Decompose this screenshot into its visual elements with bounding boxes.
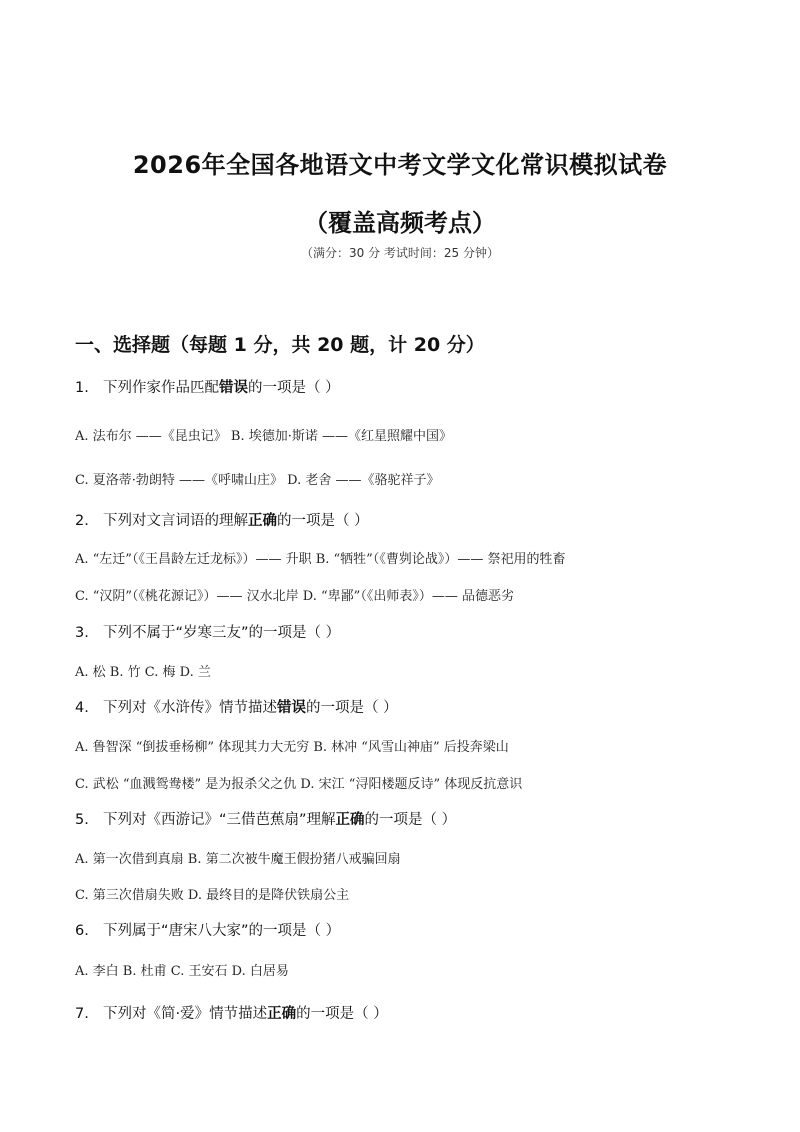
question-tail: 的一项是（ ） xyxy=(306,700,398,716)
question-tail: 的一项是（ ） xyxy=(277,513,369,529)
question-text: 下列对《水浒传》情节描述 xyxy=(103,700,277,716)
question-number: 4. xyxy=(75,700,89,716)
question-number: 1. xyxy=(75,380,89,396)
question-text: 下列属于“唐宋八大家”的一项是（ ） xyxy=(103,923,341,939)
question-7 xyxy=(75,1002,388,1023)
question-5-options-cd: C. 第三次借扇失败 D. 最终目的是降伏铁扇公主 xyxy=(75,888,350,903)
question-text: 下列不属于“岁寒三友”的一项是（ ） xyxy=(103,625,341,641)
question-tail: 的一项是（ ） xyxy=(248,380,340,396)
question-1-options-cd: C. 夏洛蒂·勃朗特 ——《呼啸山庄》 D. 老舍 ——《骆驼祥子》 xyxy=(75,473,440,488)
question-5 xyxy=(75,808,456,829)
question-tail: 的一项是（ ） xyxy=(296,1006,388,1022)
question-1 xyxy=(75,376,340,397)
question-3 xyxy=(75,621,340,642)
question-number: 7. xyxy=(75,1006,89,1022)
question-number: 3. xyxy=(75,625,89,641)
question-number: 2. xyxy=(75,513,89,529)
question-text: 下列作家作品匹配 xyxy=(103,380,219,396)
question-tail: 的一项是（ ） xyxy=(364,812,457,828)
question-4 xyxy=(75,696,398,717)
exam-title: 2026年全国各地语文中考文学文化常识模拟试卷 xyxy=(132,151,668,179)
exam-subtitle: （覆盖高频考点） xyxy=(304,209,496,237)
question-1-options-ab: A. 法布尔 ——《昆虫记》 B. 埃德加·斯诺 ——《红星照耀中国》 xyxy=(75,429,453,444)
question-5-options-ab: A. 第一次借到真扇 B. 第二次被牛魔王假扮猪八戒骗回扇 xyxy=(75,852,401,867)
question-emphasis: 错误 xyxy=(277,700,306,716)
question-text: 下列对《简·爱》情节描述 xyxy=(103,1006,268,1022)
section-heading: 一、选择题（每题 1 分，共 20 题，计 20 分） xyxy=(75,334,485,356)
question-number: 5. xyxy=(75,812,89,828)
question-4-options-ab: A. 鲁智深 “倒拔垂杨柳” 体现其力大无穷 B. 林冲 “风雪山神庙” 后投奔梁山 xyxy=(75,740,509,755)
question-4-options-cd: C. 武松 “血溅鸳鸯楼” 是为报杀父之仇 D. 宋江 “浔阳楼题反诗” 体现反抗意识 xyxy=(75,777,523,792)
question-2-options-cd: C. “汉阴”（《桃花源记》）—— 汉水北岸 D. “卑鄙”（《出师表》）—— 品德恶劣 xyxy=(75,589,514,604)
question-emphasis: 正确 xyxy=(248,513,277,529)
question-emphasis: 错误 xyxy=(219,380,248,396)
question-6 xyxy=(75,919,340,940)
question-text: 下列对《西游记》“三借芭蕉扇”理解 xyxy=(103,812,336,828)
question-number: 6. xyxy=(75,923,89,939)
question-emphasis: 正确 xyxy=(335,812,365,828)
question-2-options-ab: A. “左迁”（《王昌龄左迁龙标》）—— 升职 B. “牺牲”（《曹刿论战》）—— 祭祀用的牲畜 xyxy=(75,552,566,567)
question-text: 下列对文言词语的理解 xyxy=(103,513,248,529)
question-6-options: A. 李白 B. 杜甫 C. 王安石 D. 白居易 xyxy=(75,964,289,979)
question-3-options: A. 松 B. 竹 C. 梅 D. 兰 xyxy=(75,665,211,680)
question-emphasis: 正确 xyxy=(267,1006,297,1022)
exam-meta: （满分：30 分 考试时间：25 分钟） xyxy=(301,246,499,260)
question-2 xyxy=(75,509,369,530)
